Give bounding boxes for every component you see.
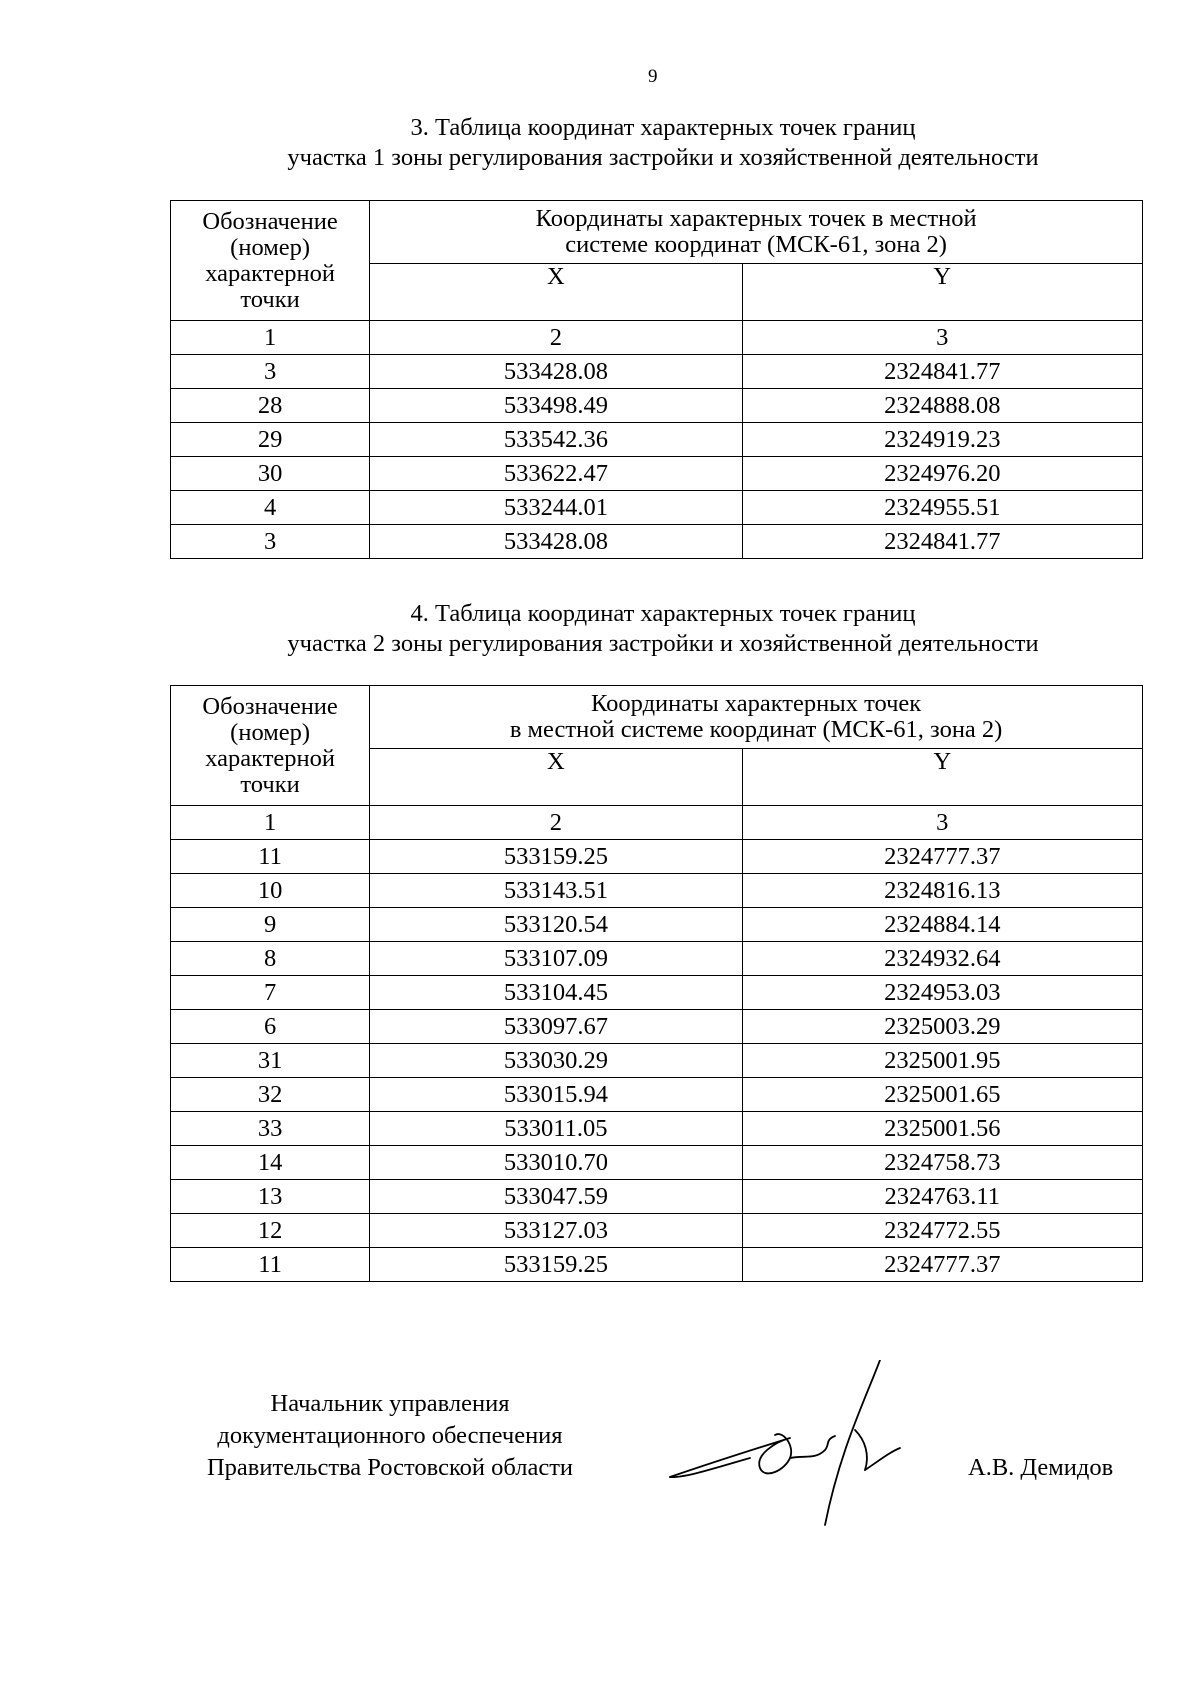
point-number-cell: 7: [171, 976, 370, 1010]
position-line2: документационного обеспечения: [217, 1422, 563, 1449]
header-line: системе координат (МСК-61, зона 2): [565, 231, 947, 258]
y-coordinate-cell: 2324955.51: [742, 491, 1142, 525]
y-coordinate-cell: 2324884.14: [742, 908, 1142, 942]
signatory-position: [170, 1388, 610, 1484]
page-number-text: 9: [648, 66, 658, 87]
column-number: 1: [171, 321, 370, 355]
point-designation-header: [171, 686, 370, 806]
table-row: [171, 1010, 1143, 1044]
y-coordinate-cell: 2324758.73: [742, 1146, 1142, 1180]
header-line: Координаты характерных точек: [591, 690, 922, 717]
table-2-title-line1: 4. Таблица координат характерных точек границ: [410, 600, 916, 627]
y-coordinate-cell: 2324816.13: [742, 874, 1142, 908]
point-number-cell: 12: [171, 1214, 370, 1248]
header-line: Обозначение: [202, 692, 338, 720]
column-number: 2: [370, 321, 742, 355]
y-coordinate-cell: 2324772.55: [742, 1214, 1142, 1248]
x-coordinate-cell: 533498.49: [370, 389, 742, 423]
x-coordinate-cell: 533244.01: [370, 491, 742, 525]
position-line1: Начальник управления: [270, 1390, 510, 1417]
point-number-cell: 3: [171, 525, 370, 559]
column-number: 1: [171, 806, 370, 840]
table-1-title-line1: 3. Таблица координат характерных точек границ: [410, 114, 916, 141]
position-line3: Правительства Ростовской области: [206, 1454, 574, 1481]
point-number-cell: 8: [171, 942, 370, 976]
table-row: [171, 942, 1143, 976]
point-number-cell: 9: [171, 908, 370, 942]
x-coordinate-cell: 533047.59: [370, 1180, 742, 1214]
y-coordinate-cell: 2324953.03: [742, 976, 1142, 1010]
table-1-title-line2: участка 1 зоны регулирования застройки и хозяйственной деятельности: [287, 144, 1039, 171]
table-row: [171, 840, 1143, 874]
header-line: точки: [240, 285, 300, 313]
table-row: [171, 1044, 1143, 1078]
coordinates-group-header: [370, 686, 1143, 749]
point-designation-header: [171, 201, 370, 321]
y-coordinate-cell: 2324777.37: [742, 1248, 1142, 1282]
table-row: [171, 525, 1143, 559]
y-header: Y: [742, 749, 1142, 806]
x-coordinate-cell: 533159.25: [370, 1248, 742, 1282]
x-header: X: [370, 749, 742, 806]
column-number-row: [171, 806, 1143, 840]
point-number-cell: 14: [171, 1146, 370, 1180]
x-coordinate-cell: 533107.09: [370, 942, 742, 976]
header-line: характерной: [205, 259, 335, 287]
table-1-body: [171, 321, 1143, 559]
y-header: Y: [742, 264, 1142, 321]
table-row: [171, 491, 1143, 525]
header-line: (номер): [230, 233, 311, 261]
header-line: (номер): [230, 718, 311, 746]
y-coordinate-cell: 2324763.11: [742, 1180, 1142, 1214]
table-2-title: [170, 599, 1156, 659]
point-number-cell: 28: [171, 389, 370, 423]
y-coordinate-cell: 2325001.56: [742, 1112, 1142, 1146]
table-row: [171, 423, 1143, 457]
header-line: Обозначение: [202, 207, 338, 235]
handwritten-signature: [665, 1360, 965, 1535]
x-coordinate-cell: 533010.70: [370, 1146, 742, 1180]
x-coordinate-cell: 533542.36: [370, 423, 742, 457]
column-number: 3: [742, 321, 1142, 355]
signer-name: А.В. Демидов: [968, 1454, 1114, 1481]
table-row: [171, 389, 1143, 423]
point-number-cell: 11: [171, 1248, 370, 1282]
table-row: [171, 355, 1143, 389]
table-row: [171, 874, 1143, 908]
table-row: [171, 1146, 1143, 1180]
coordinates-table-1: [170, 200, 1143, 559]
y-coordinate-cell: 2324919.23: [742, 423, 1142, 457]
table-row: [171, 1180, 1143, 1214]
column-number: 2: [370, 806, 742, 840]
x-coordinate-cell: 533159.25: [370, 840, 742, 874]
table-row: [171, 976, 1143, 1010]
table-row: [171, 1112, 1143, 1146]
point-number-cell: 33: [171, 1112, 370, 1146]
y-coordinate-cell: 2324777.37: [742, 840, 1142, 874]
table-2-title-line2: участка 2 зоны регулирования застройки и хозяйственной деятельности: [287, 630, 1039, 657]
x-coordinate-cell: 533120.54: [370, 908, 742, 942]
point-number-cell: 6: [171, 1010, 370, 1044]
x-coordinate-cell: 533622.47: [370, 457, 742, 491]
table-row: [171, 1248, 1143, 1282]
point-number-cell: 30: [171, 457, 370, 491]
x-coordinate-cell: 533097.67: [370, 1010, 742, 1044]
table-row: [171, 457, 1143, 491]
point-number-cell: 13: [171, 1180, 370, 1214]
x-coordinate-cell: 533011.05: [370, 1112, 742, 1146]
x-coordinate-cell: 533143.51: [370, 874, 742, 908]
x-header: X: [370, 264, 742, 321]
y-coordinate-cell: 2324841.77: [742, 355, 1142, 389]
y-coordinate-cell: 2325003.29: [742, 1010, 1142, 1044]
y-coordinate-cell: 2325001.65: [742, 1078, 1142, 1112]
y-coordinate-cell: 2324976.20: [742, 457, 1142, 491]
header-line: Координаты характерных точек в местной: [535, 205, 977, 232]
y-coordinate-cell: 2325001.95: [742, 1044, 1142, 1078]
x-coordinate-cell: 533428.08: [370, 355, 742, 389]
point-number-cell: 3: [171, 355, 370, 389]
point-number-cell: 32: [171, 1078, 370, 1112]
point-number-cell: 31: [171, 1044, 370, 1078]
point-number-cell: 29: [171, 423, 370, 457]
coordinates-group-header: [370, 201, 1143, 264]
x-coordinate-cell: 533030.29: [370, 1044, 742, 1078]
x-coordinate-cell: 533428.08: [370, 525, 742, 559]
point-number-cell: 11: [171, 840, 370, 874]
table-row: [171, 908, 1143, 942]
header-line: в местной системе координат (МСК-61, зона 2): [509, 716, 1003, 743]
y-coordinate-cell: 2324888.08: [742, 389, 1142, 423]
header-line: характерной: [205, 744, 335, 772]
column-number: 3: [742, 806, 1142, 840]
x-coordinate-cell: 533104.45: [370, 976, 742, 1010]
table-1-title: [170, 113, 1156, 173]
x-coordinate-cell: 533015.94: [370, 1078, 742, 1112]
coordinates-table-2: [170, 685, 1143, 1282]
x-coordinate-cell: 533127.03: [370, 1214, 742, 1248]
point-number-cell: 10: [171, 874, 370, 908]
header-line: точки: [240, 770, 300, 798]
column-number-row: [171, 321, 1143, 355]
y-coordinate-cell: 2324841.77: [742, 525, 1142, 559]
y-coordinate-cell: 2324932.64: [742, 942, 1142, 976]
point-number-cell: 4: [171, 491, 370, 525]
table-row: [171, 1078, 1143, 1112]
table-row: [171, 1214, 1143, 1248]
table-2-body: [171, 806, 1143, 1282]
